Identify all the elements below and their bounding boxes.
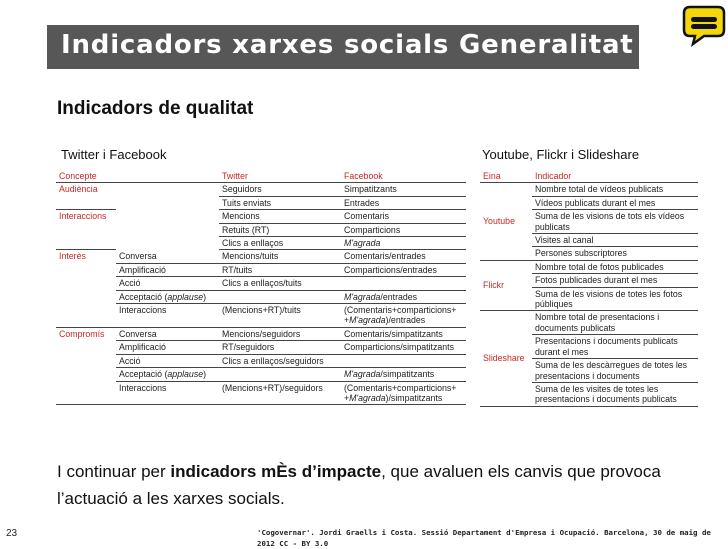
twitter-cell: RT/seguidors	[219, 341, 341, 354]
header-cell: Facebook	[341, 170, 466, 183]
concept-cell: Interès	[59, 251, 86, 262]
twitter-cell: Mencions	[219, 210, 341, 223]
concept-cell	[56, 237, 116, 250]
table-row	[56, 368, 466, 381]
concept-cell	[56, 196, 116, 209]
body-paragraph	[57, 458, 697, 512]
indicator-cell: Suma de les visites de totes les presentacions i documents publicats	[532, 382, 698, 406]
table-row	[56, 381, 466, 405]
table-row	[56, 263, 466, 276]
concept-cell: Interaccions	[59, 211, 107, 222]
indicator-cell: Suma de les descàrregues de totes les presentacions i documents	[532, 359, 698, 383]
concept-cell	[56, 381, 116, 405]
left-table-caption: Twitter i Facebook	[61, 147, 167, 162]
header-cell: Eina	[480, 170, 532, 183]
subconcept-cell: Interaccions	[116, 381, 219, 405]
twitter-cell: (Mencions+RT)/seguidors	[219, 381, 341, 405]
speech-bubble-icon	[682, 3, 726, 47]
subconcept-cell	[116, 237, 219, 250]
facebook-cell: (Comentaris+comparticions+ +M'agrada)/simpatitzants	[341, 381, 466, 405]
page-number: 23	[6, 528, 18, 539]
header-cell: Concepte	[56, 170, 116, 183]
facebook-cell	[341, 277, 466, 290]
table-row	[56, 277, 466, 290]
twitter-cell: Clics a enllaços	[219, 237, 341, 250]
indicator-cell: Presentacions i documents publicats durant el mes	[532, 335, 698, 359]
subconcept-cell: Amplificació	[116, 341, 219, 354]
twitter-cell	[219, 368, 341, 381]
concept-cell	[56, 341, 116, 354]
facebook-cell: Comparticions	[341, 223, 466, 236]
twitter-cell: RT/tuits	[219, 263, 341, 276]
body-text-start: I continuar per	[57, 462, 171, 481]
indicator-cell: Suma de les visions de totes les fotos públiques	[532, 287, 698, 311]
concept-cell: Audiència	[59, 184, 98, 195]
concept-cell	[56, 368, 116, 381]
table-row	[56, 183, 466, 196]
facebook-cell: Simpatitzants	[341, 183, 466, 196]
concept-cell: Compromís	[59, 328, 105, 339]
slide-title: Indicadors xarxes socials Generalitat	[61, 30, 634, 60]
table-row	[56, 304, 466, 328]
tool-cell: Slideshare	[480, 311, 532, 406]
facebook-cell: M'agrada	[341, 237, 466, 250]
facebook-cell: Comentaris/entrades	[341, 250, 466, 263]
subconcept-cell	[116, 196, 219, 209]
twitter-cell: Tuits enviats	[219, 196, 341, 209]
subconcept-cell	[116, 210, 219, 223]
table-header-row	[480, 170, 698, 183]
twitter-cell: Mencions/seguidors	[219, 327, 341, 340]
concept-cell	[56, 263, 116, 276]
footer-credit: 'Cogovernar'. Jordi Graells i Costa. Sessió Departament d'Empresa i Ocupació. Barcelona, 30 de maig de 2012 CC - BY 3.0	[257, 528, 711, 548]
facebook-cell: Comentaris	[341, 210, 466, 223]
facebook-cell: Comentaris/simpatitzants	[341, 327, 466, 340]
table-row	[56, 290, 466, 303]
table-row	[56, 223, 466, 236]
facebook-cell: Comparticions/entrades	[341, 263, 466, 276]
subconcept-cell	[116, 183, 219, 196]
concept-cell	[56, 354, 116, 367]
facebook-cell: Entrades	[341, 196, 466, 209]
indicator-cell: Fotos publicades durant el mes	[532, 274, 698, 287]
subconcept-cell: Acció	[116, 277, 219, 290]
facebook-cell: (Comentaris+comparticions+ +M'agrada)/entrades	[341, 304, 466, 328]
table-row	[56, 237, 466, 250]
concept-cell	[56, 290, 116, 303]
table-header-row	[56, 170, 466, 183]
tool-cell: Flickr	[480, 260, 532, 311]
subconcept-cell: Acceptació (applause)	[116, 368, 219, 381]
twitter-cell: Seguidors	[219, 183, 341, 196]
indicator-cell: Vídeos publicats durant el mes	[532, 196, 698, 209]
body-text-end: , que avaluen els canvis que provoca l’actuació a les xarxes socials.	[57, 462, 661, 508]
subconcept-cell: Interaccions	[116, 304, 219, 328]
table-row	[480, 260, 698, 273]
twitter-cell	[219, 290, 341, 303]
twitter-cell: Clics a enllaços/seguidors	[219, 354, 341, 367]
table-row	[56, 210, 466, 223]
table-row	[480, 183, 698, 196]
tool-cell: Youtube	[480, 183, 532, 260]
facebook-cell: M'agrada/simpatitzants	[341, 368, 466, 381]
indicator-cell: Nombre total de fotos publicades	[532, 260, 698, 273]
twitter-cell: Clics a enllaços/tuits	[219, 277, 341, 290]
right-table-caption: Youtube, Flickr i Slideshare	[482, 147, 640, 162]
concept-cell	[56, 277, 116, 290]
subconcept-cell: Acció	[116, 354, 219, 367]
concept-cell	[56, 304, 116, 328]
indicator-cell: Suma de les visions de tots els vídeos publicats	[532, 210, 698, 234]
subconcept-cell: Conversa	[116, 250, 219, 263]
indicator-cell: Nombre total de presentacions i documents publicats	[532, 311, 698, 335]
subconcept-cell: Amplificació	[116, 263, 219, 276]
twitter-facebook-table	[56, 170, 466, 405]
youtube-flickr-slideshare-table	[480, 170, 698, 407]
facebook-cell: M'agrada/entrades	[341, 290, 466, 303]
facebook-cell	[341, 354, 466, 367]
table-row	[56, 250, 466, 263]
table-row	[56, 327, 466, 340]
table-row	[56, 196, 466, 209]
subconcept-cell	[116, 223, 219, 236]
subconcept-cell: Conversa	[116, 327, 219, 340]
concept-cell	[56, 223, 116, 236]
indicator-cell: Nombre total de vídeos publicats	[532, 183, 698, 196]
header-cell: Twitter	[219, 170, 341, 183]
indicator-cell: Persones subscriptores	[532, 247, 698, 260]
twitter-cell: Mencions/tuits	[219, 250, 341, 263]
header-cell: Indicador	[532, 170, 698, 183]
subconcept-cell: Acceptació (applause)	[116, 290, 219, 303]
table-row	[480, 311, 698, 335]
title-bar	[47, 25, 639, 69]
twitter-cell: (Mencions+RT)/tuits	[219, 304, 341, 328]
twitter-cell: Retuits (RT)	[219, 223, 341, 236]
section-heading: Indicadors de qualitat	[57, 98, 254, 119]
body-text-bold: indicadors mÈs d’impacte	[170, 462, 382, 481]
facebook-cell: Comparticions/simpatitzants	[341, 341, 466, 354]
table-row	[56, 341, 466, 354]
indicator-cell: Visites al canal	[532, 234, 698, 247]
header-cell	[116, 170, 219, 183]
table-row	[56, 354, 466, 367]
